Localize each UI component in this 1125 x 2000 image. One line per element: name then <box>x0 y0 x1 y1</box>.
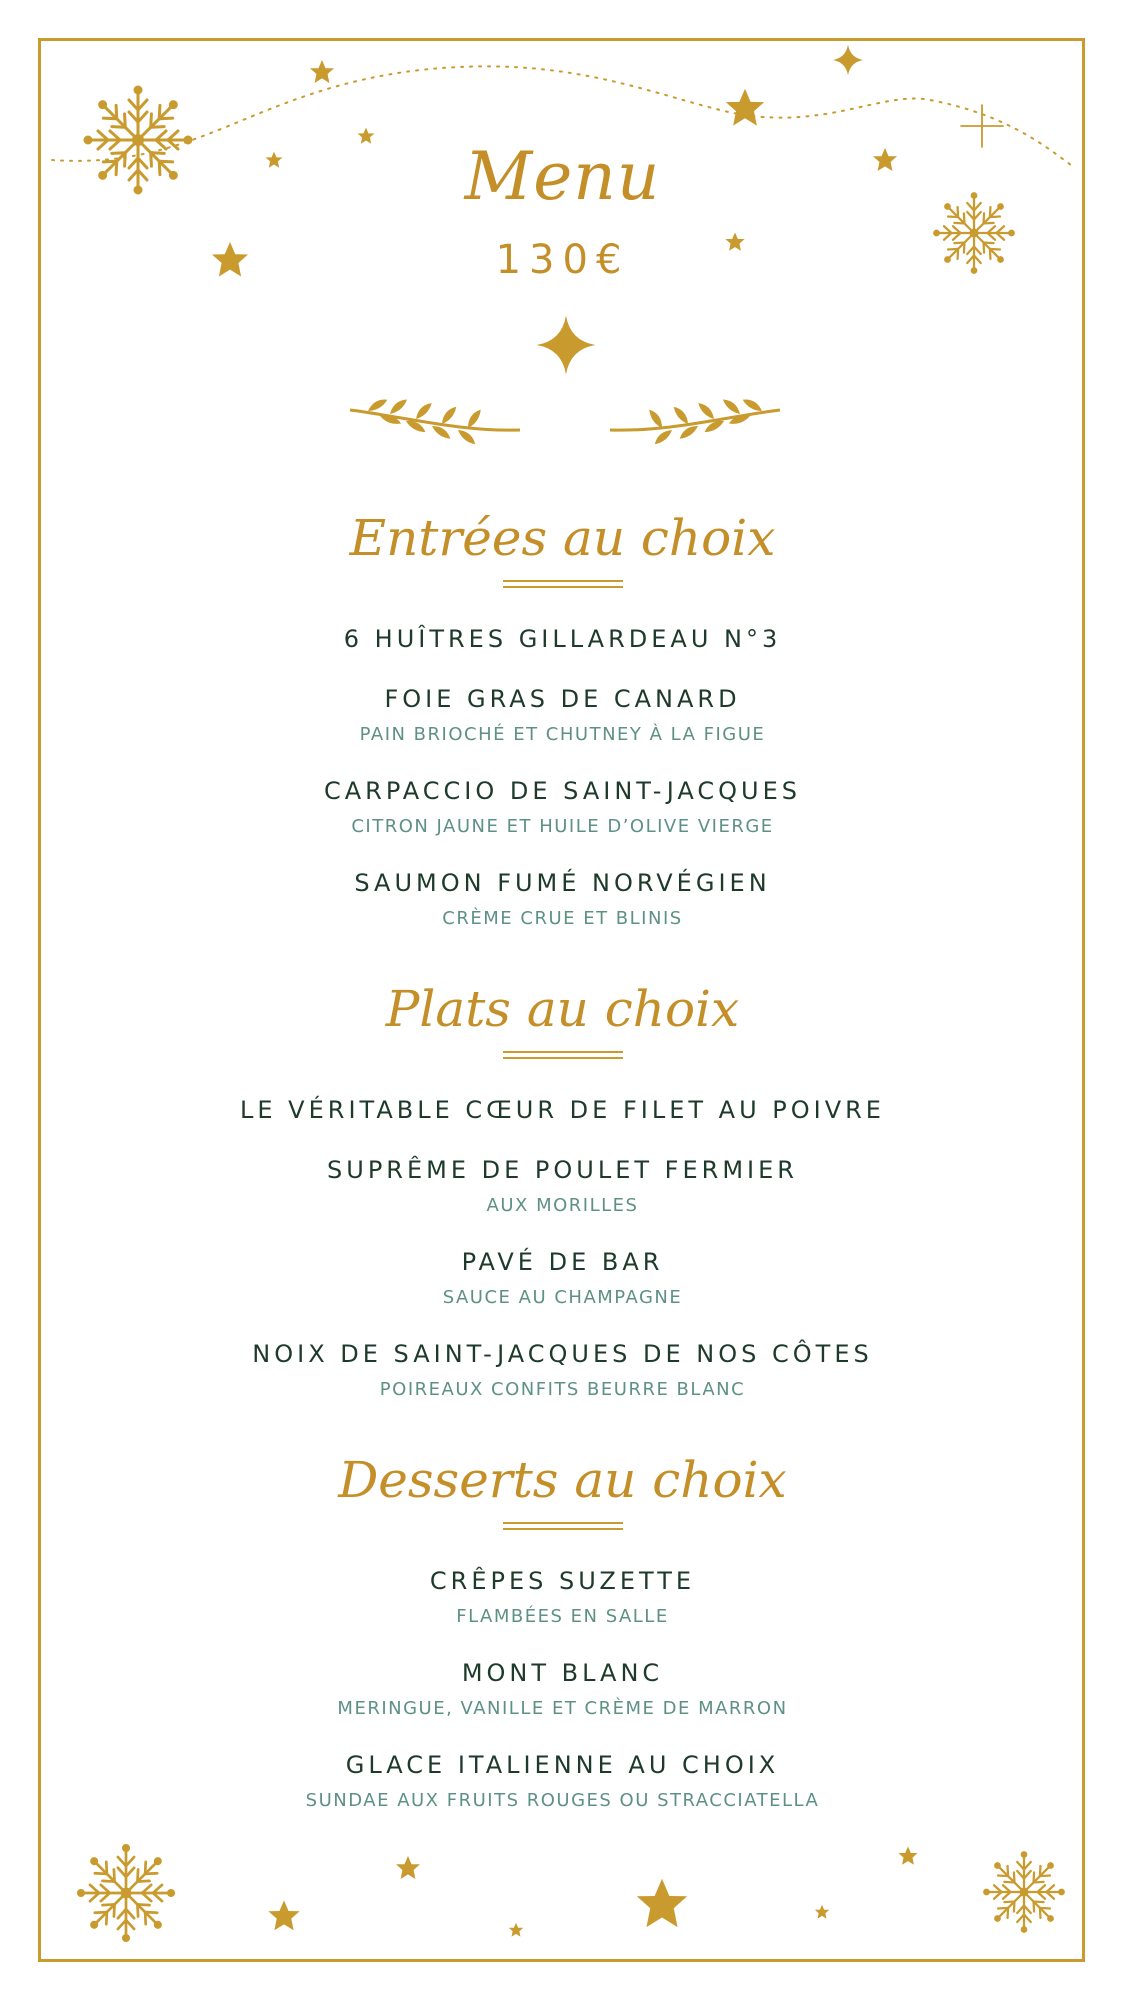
laurel-branch-icon <box>350 398 520 448</box>
list-item <box>0 868 1125 932</box>
dish-name: NOIX DE SAINT-JACQUES DE NOS CÔTES <box>252 1340 873 1368</box>
list-item <box>0 1566 1125 1630</box>
menu-title: Menu <box>464 138 661 215</box>
dish-name: CARPACCIO DE SAINT-JACQUES <box>323 777 802 805</box>
dish-name: GLACE ITALIENNE AU CHOIX <box>345 1751 780 1779</box>
dish-description: PAIN BRIOCHÉ ET CHUTNEY À LA FIGUE <box>359 724 766 745</box>
list-item <box>0 1095 1125 1125</box>
list-item <box>0 1658 1125 1722</box>
dish-name: SUPRÊME DE POULET FERMIER <box>327 1156 798 1184</box>
section-title: Desserts au choix <box>338 1451 787 1509</box>
dish-description: SUNDAE AUX FRUITS ROUGES OU STRACCIATELLA <box>305 1790 820 1811</box>
section-divider <box>503 580 623 588</box>
list-item <box>0 1750 1125 1814</box>
list-item <box>0 1155 1125 1219</box>
dish-name: PAVÉ DE BAR <box>461 1248 664 1276</box>
list-item <box>0 776 1125 840</box>
section-title: Plats au choix <box>385 980 740 1038</box>
dish-description: FLAMBÉES EN SALLE <box>456 1606 669 1627</box>
dish-description: AUX MORILLES <box>486 1195 639 1216</box>
dish-name: LE VÉRITABLE CŒUR DE FILET AU POIVRE <box>240 1096 885 1124</box>
section-plats <box>0 979 1125 1431</box>
dish-description: CRÈME CRUE ET BLINIS <box>442 908 683 929</box>
section-title: Entrées au choix <box>349 509 776 567</box>
section-entrees <box>0 508 1125 960</box>
section-divider <box>503 1051 623 1059</box>
list-item <box>0 1339 1125 1403</box>
menu-price: 130€ <box>495 237 630 283</box>
section-desserts <box>0 1450 1125 1842</box>
snowflake-icon <box>78 1845 173 1940</box>
snowflake-icon <box>984 1852 1064 1932</box>
dish-name: CRÊPES SUZETTE <box>429 1567 696 1595</box>
list-item <box>0 684 1125 748</box>
dish-name: 6 HUÎTRES GILLARDEAU N°3 <box>343 625 782 653</box>
dish-description: CITRON JAUNE ET HUILE D’OLIVE VIERGE <box>351 816 774 837</box>
dish-description: MERINGUE, VANILLE ET CRÈME DE MARRON <box>337 1698 788 1719</box>
section-divider <box>503 1522 623 1530</box>
dish-description: SAUCE AU CHAMPAGNE <box>442 1287 683 1308</box>
list-item <box>0 1247 1125 1311</box>
dish-name: MONT BLANC <box>461 1659 664 1687</box>
laurel-branch-icon <box>610 398 780 448</box>
dish-name: SAUMON FUMÉ NORVÉGIEN <box>354 869 771 897</box>
dish-description: POIREAUX CONFITS BEURRE BLANC <box>379 1379 746 1400</box>
dish-name: FOIE GRAS DE CANARD <box>384 685 741 713</box>
list-item <box>0 624 1125 654</box>
sparkle-icon <box>537 316 596 375</box>
